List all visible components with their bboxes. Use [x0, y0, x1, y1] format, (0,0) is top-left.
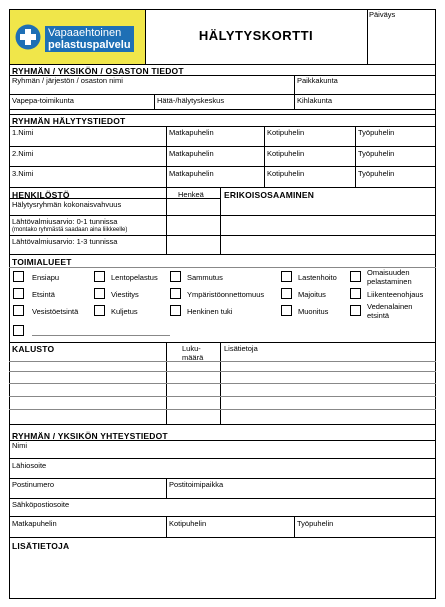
logo-text: [45, 26, 134, 52]
equipment-count-header: [182, 344, 203, 362]
contact1-work[interactable]: Työpuhelin: [358, 128, 395, 137]
contact1-mobile[interactable]: Matkapuhelin: [169, 128, 214, 137]
contact-mobile-field[interactable]: Matkapuhelin: [12, 519, 57, 528]
label-underwater-search: Vedenalainen etsintä: [367, 302, 413, 320]
municipality-field[interactable]: Paikkakunta: [297, 76, 338, 85]
equipment-row[interactable]: [9, 371, 436, 372]
checkbox-psychological-support[interactable]: [170, 305, 181, 316]
equipment-count-line2: määrä: [182, 353, 204, 362]
checkbox-childcare[interactable]: [281, 271, 292, 282]
logo-line1: Vapaaehtoinen: [48, 27, 122, 39]
equipment-row[interactable]: [9, 383, 436, 384]
checkbox-accommodation[interactable]: [281, 288, 292, 299]
emergency-center-field[interactable]: Hätä-/hälytyskeskus: [157, 96, 225, 105]
skills-heading: ERIKOISOSAAMINEN: [224, 190, 315, 200]
label-environmental: Ympäristöonnettomuus: [187, 290, 265, 299]
contact-heading: RYHMÄN / YKSIKÖN YHTEYSTIEDOT: [12, 431, 168, 441]
contact2-home[interactable]: Kotipuhelin: [267, 149, 305, 158]
label-traffic-control: Liikenteenohjaus: [367, 290, 424, 299]
logo-cross-icon: [15, 24, 41, 50]
readiness2-label: Lähtövalmiusarvio: 1-3 tunnissa: [12, 237, 118, 246]
parish-field[interactable]: Kihlakunta: [297, 96, 333, 105]
contact3-work[interactable]: Työpuhelin: [358, 169, 395, 178]
label-childcare: Lastenhoito: [298, 273, 337, 282]
checkbox-underwater-search[interactable]: [350, 305, 361, 316]
equipment-row[interactable]: [9, 396, 436, 397]
total-strength-label: Hälytysryhmän kokonaisvahvuus: [12, 200, 122, 209]
checkbox-catering[interactable]: [281, 305, 292, 316]
page-title: HÄLYTYSKORTTI: [198, 28, 314, 43]
label-search: Etsintä: [32, 290, 55, 299]
checkbox-first-aid[interactable]: [13, 271, 24, 282]
count-header: Henkeä: [178, 190, 204, 199]
label-accommodation: Majoitus: [298, 290, 326, 299]
contact3-home[interactable]: Kotipuhelin: [267, 169, 305, 178]
checkbox-traffic-control[interactable]: [350, 288, 361, 299]
other-line[interactable]: [32, 335, 170, 336]
checkbox-water-search[interactable]: [13, 305, 24, 316]
contact2-name[interactable]: 2.Nimi: [12, 149, 34, 158]
logo-line2: pelastuspalvelu: [48, 39, 131, 51]
checkbox-communications[interactable]: [94, 288, 105, 299]
readiness1-note: (montako ryhmästä saadaan aina liikkeelle): [12, 227, 128, 233]
equipment-info-header: Lisätietoja: [224, 344, 258, 353]
checkbox-property-rescue[interactable]: [350, 271, 361, 282]
vapepa-field[interactable]: Vapepa-toimikunta: [12, 96, 74, 105]
contact3-mobile[interactable]: Matkapuhelin: [169, 169, 214, 178]
equipment-heading: KALUSTO: [12, 344, 55, 354]
fields-heading: TOIMIALUEET: [12, 257, 72, 267]
label-psychological-support: Henkinen tuki: [187, 307, 233, 316]
extra-info-area[interactable]: [10, 552, 435, 598]
readiness1-label: Lähtövalmiusarvio: 0-1 tunnissa: [12, 217, 118, 226]
checkbox-transport[interactable]: [94, 305, 105, 316]
checkbox-search[interactable]: [13, 288, 24, 299]
label-transport: Kuljetus: [111, 307, 138, 316]
contact2-work[interactable]: Työpuhelin: [358, 149, 395, 158]
extra-heading: LISÄTIETOJA: [12, 541, 70, 551]
equipment-row[interactable]: [9, 361, 436, 362]
label-first-aid: Ensiapu: [32, 273, 60, 282]
contact1-home[interactable]: Kotipuhelin: [267, 128, 305, 137]
equipment-row[interactable]: [9, 409, 436, 410]
contact2-mobile[interactable]: Matkapuhelin: [169, 149, 214, 158]
alert-info-heading: RYHMÄN HÄLYTYSTIEDOT: [12, 116, 126, 126]
contact3-name[interactable]: 3.Nimi: [12, 169, 34, 178]
date-label: Päiväys: [369, 10, 396, 19]
contact-work-field[interactable]: Työpuhelin: [297, 519, 334, 528]
contact-address-field[interactable]: Lähiosoite: [12, 461, 47, 470]
label-communications: Viestitys: [111, 290, 139, 299]
contact-post-office-field[interactable]: Postitoimipaikka: [169, 480, 224, 489]
label-property-rescue: Omaisuuden pelastaminen: [367, 268, 412, 286]
checkbox-air-rescue[interactable]: [94, 271, 105, 282]
checkbox-environmental[interactable]: [170, 288, 181, 299]
label-firefighting: Sammutus: [187, 273, 223, 282]
group-info-heading: RYHMÄN / YKSIKÖN / OSASTON TIEDOT: [12, 66, 184, 76]
group-name-field[interactable]: Ryhmän / järjestön / osaston nimi: [12, 76, 123, 85]
contact-email-field[interactable]: Sähköpostiosoite: [12, 500, 70, 509]
label-catering: Muonitus: [298, 307, 329, 316]
contact-postal-code-field[interactable]: Postinumero: [12, 480, 55, 489]
contact-home-field[interactable]: Kotipuhelin: [169, 519, 207, 528]
contact1-name[interactable]: 1.Nimi: [12, 128, 34, 137]
logo: [10, 10, 145, 64]
checkbox-other[interactable]: [13, 325, 24, 336]
contact-name-field[interactable]: Nimi: [12, 441, 27, 450]
personnel-heading: HENKILÖSTÖ: [12, 190, 70, 200]
label-air-rescue: Lentopelastus: [111, 273, 158, 282]
equipment-count-line1: Luku-: [182, 344, 201, 353]
label-water-search: Vesistöetsintä: [32, 307, 79, 316]
checkbox-firefighting[interactable]: [170, 271, 181, 282]
